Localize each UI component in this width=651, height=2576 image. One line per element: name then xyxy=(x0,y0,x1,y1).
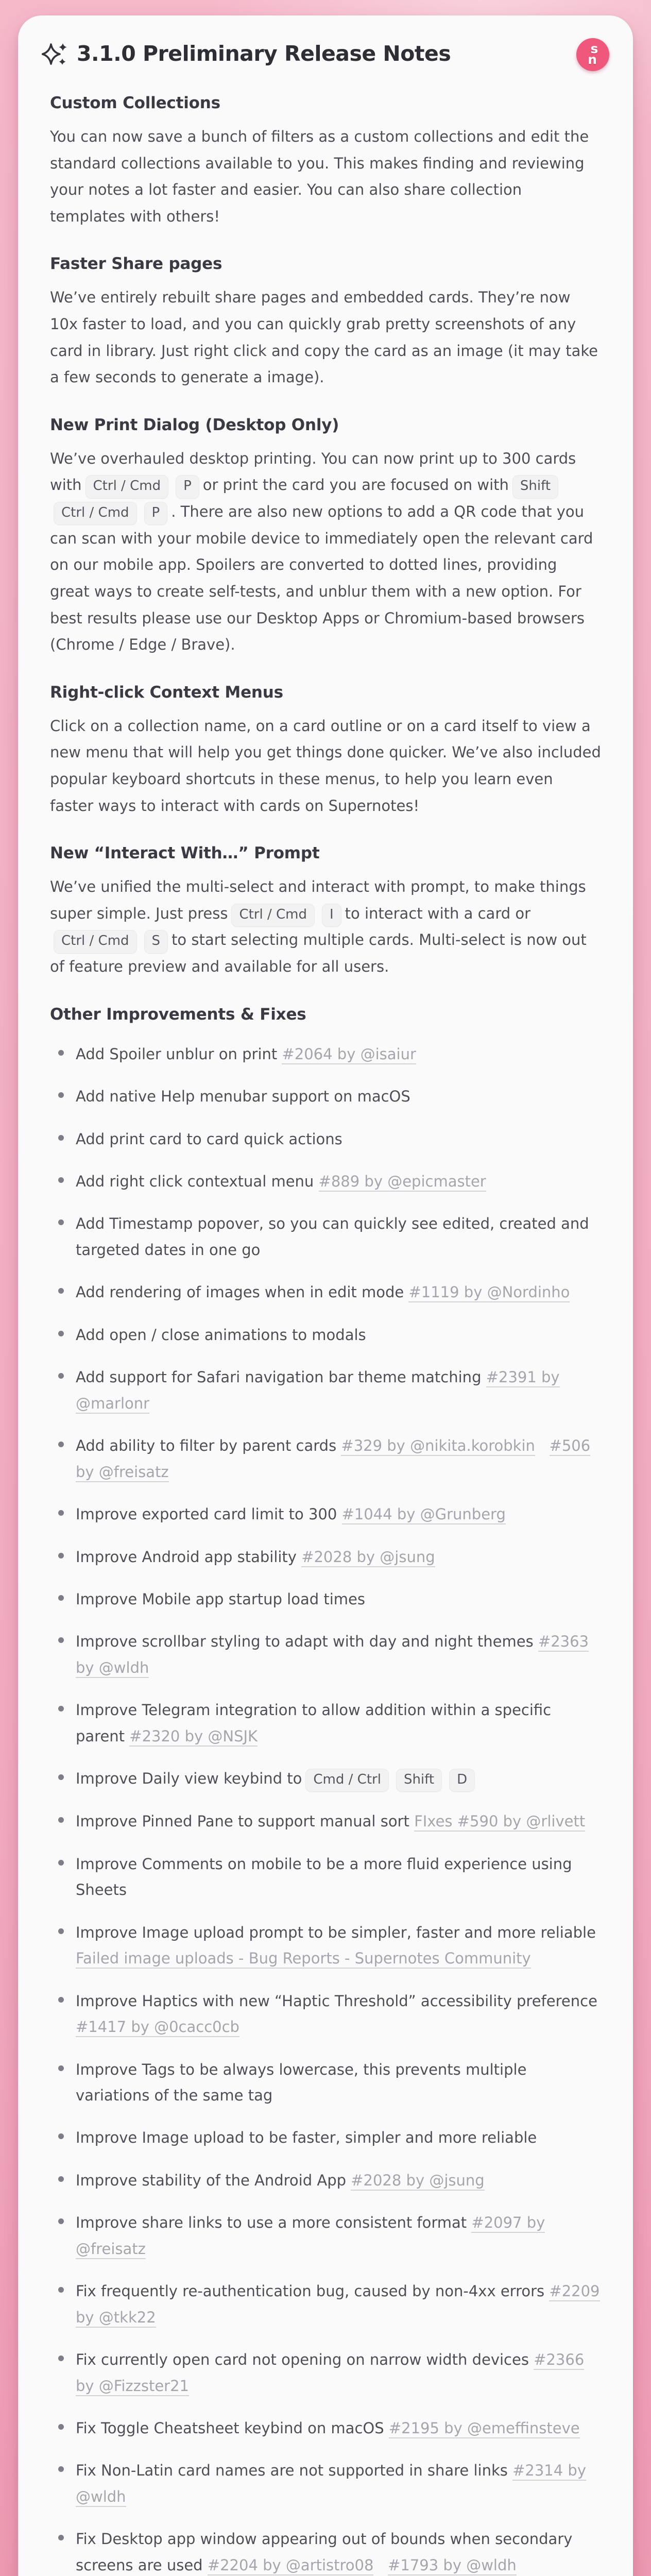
list-item xyxy=(50,1544,601,1570)
list-item xyxy=(50,1211,601,1263)
text-run: Improve Tags to be always lowercase, this prevents multiple variations of the same tag xyxy=(76,2060,527,2104)
list-item xyxy=(50,1920,601,1972)
text-run: Click on a collection name, on a card outline or on a card itself to view a new menu that will help you get things done quicker. We’ve also included popular keyboard shortcuts in these menus, to help you learn even faster ways to interact with cards on Supernotes! xyxy=(50,717,601,815)
issue-link[interactable]: #2064 by @isaiur xyxy=(282,1045,416,1064)
list-item xyxy=(50,1364,601,1416)
text-run: Improve Android app stability xyxy=(76,1548,302,1566)
text-run: Fix Non-Latin card names are not supported in share links xyxy=(76,2462,513,2480)
list-item xyxy=(50,1433,601,1485)
list-item xyxy=(50,2125,601,2150)
issue-link[interactable]: #2204 by @artistro08 xyxy=(208,2556,374,2575)
list-item xyxy=(50,1988,601,2040)
text-run: Improve share links to use a more consistent format xyxy=(76,2214,472,2232)
list-item xyxy=(50,1586,601,1612)
text-run: You can now save a bunch of filters as a custom collections and edit the standard collections available to you. This makes finding and reviewing your notes a lot faster and easier. You can also share collection templates with others! xyxy=(50,128,589,225)
list-item xyxy=(50,1766,601,1792)
text-run xyxy=(373,2556,388,2574)
kbd-key: I xyxy=(322,904,341,927)
issue-link[interactable]: #1119 by @Nordinho xyxy=(408,1283,570,1302)
text-run: Improve exported card limit to 300 xyxy=(76,1505,342,1523)
issue-link[interactable]: #2209 by @tkk22 xyxy=(76,2282,600,2327)
text-run: Improve Haptics with new “Haptic Threshold” accessibility preference xyxy=(76,1992,597,2010)
section-heading: Faster Share pages xyxy=(50,255,222,274)
section-heading: New Print Dialog (Desktop Only) xyxy=(50,415,339,434)
kbd-key: P xyxy=(144,502,168,525)
sections xyxy=(50,94,601,2576)
text-run: or print the card you are focused on with xyxy=(202,476,509,494)
card-header xyxy=(42,40,609,71)
section xyxy=(50,416,601,658)
issue-link[interactable]: #506 by @freisatz xyxy=(76,1437,590,1482)
text-run: Improve Telegram integration to allow addition within a specific parent xyxy=(76,1701,552,1745)
supernotes-logo: s xyxy=(590,41,598,56)
issue-link[interactable]: #2363 by @wldh xyxy=(76,1633,589,1677)
issue-link[interactable]: #329 by @nikita.korobkin xyxy=(341,1437,535,1456)
text-run: Improve Image upload prompt to be simpler, faster and more reliable xyxy=(76,1923,596,1941)
section xyxy=(50,844,601,980)
list-item xyxy=(50,1279,601,1305)
text-run: Add Timestamp popover, so you can quickly see edited, created and targeted dates in one go xyxy=(76,1215,589,1259)
release-notes-card xyxy=(18,15,633,2576)
text-run: Improve Comments on mobile to be a more fluid experience using Sheets xyxy=(76,1855,572,1899)
issue-link[interactable]: #2320 by @NSJK xyxy=(129,1727,258,1747)
issue-link[interactable]: #1793 by @wldh xyxy=(388,2556,517,2575)
list-item xyxy=(50,1168,601,1194)
issue-link[interactable]: #2391 by @marlonr xyxy=(76,1368,560,1413)
kbd-key: P xyxy=(176,475,199,498)
issue-link[interactable]: #2097 by @freisatz xyxy=(76,2214,545,2259)
text-run: Add open / close animations to modals xyxy=(76,1326,366,1344)
paragraph xyxy=(50,284,601,391)
section xyxy=(50,1005,601,2576)
text-run: Improve Mobile app startup load times xyxy=(76,1590,365,1608)
text-run: We’ve entirely rebuilt share pages and embedded cards. They’re now 10x faster to load, and you can quickly grab pretty screenshots of any card in library. Just right click and copy the card as an image (it may take a few seconds to generate a image). xyxy=(50,289,598,386)
paragraph xyxy=(50,874,601,980)
sparkles-icon xyxy=(42,41,68,68)
section xyxy=(50,255,601,391)
text-run: . There are also new options to add a QR code that you can scan with your mobile device to immediately open the relevant card on our mobile app. Spoilers are converted to dotted lines, providing great ways to create self-tests, and unblur them with a new option. For best results please use our Desktop Apps or Chromium-based browsers (Chrome / Edge / Brave). xyxy=(50,503,593,654)
issue-link[interactable]: Failed image uploads - Bug Reports - Supernotes Community xyxy=(76,1950,531,1969)
text-run: Improve scrollbar styling to adapt with day and night themes xyxy=(76,1633,538,1651)
avatar[interactable]: s n xyxy=(576,38,609,71)
list-item xyxy=(50,1041,601,1067)
list-item xyxy=(50,1322,601,1348)
text-run: Add print card to card quick actions xyxy=(76,1130,342,1148)
list-item xyxy=(50,2347,601,2399)
kbd-key: Ctrl / Cmd xyxy=(54,502,137,525)
issue-link[interactable]: #1044 by @Grunberg xyxy=(342,1505,506,1524)
list-item xyxy=(50,1126,601,1152)
list-item xyxy=(50,2278,601,2330)
section-heading: Custom Collections xyxy=(50,94,220,112)
text-run: Fix frequently re-authentication bug, caused by non-4xx errors xyxy=(76,2282,550,2300)
list-item xyxy=(50,1851,601,1903)
list-item xyxy=(50,2415,601,2441)
text-run: We’ve unified the multi-select and interact with prompt, to make things super simple. Just press xyxy=(50,878,586,922)
issue-link[interactable]: FIxes #590 by @rlivett xyxy=(414,1812,585,1832)
list-item xyxy=(50,2526,601,2576)
text-run: Improve stability of the Android App xyxy=(76,2171,351,2189)
section-heading: Other Improvements & Fixes xyxy=(50,1005,306,1024)
section xyxy=(50,94,601,230)
kbd-key: Cmd / Ctrl xyxy=(305,1769,389,1792)
text-run: Add native Help menubar support on macOS xyxy=(76,1088,410,1106)
list-item xyxy=(50,2458,601,2510)
text-run: Improve Daily view keybind to xyxy=(76,1770,302,1788)
list-item xyxy=(50,1808,601,1834)
text-run: Improve Pinned Pane to support manual sort xyxy=(76,1812,415,1831)
paragraph xyxy=(50,713,601,819)
section xyxy=(50,683,601,819)
issue-link[interactable]: #889 by @epicmaster xyxy=(319,1173,486,1192)
section-heading: New “Interact With…” Prompt xyxy=(50,844,320,863)
issue-link[interactable]: #2314 by @wldh xyxy=(76,2462,586,2506)
paragraph xyxy=(50,446,601,658)
kbd-key: Ctrl / Cmd xyxy=(231,904,315,927)
list-item xyxy=(50,1501,601,1527)
list-item xyxy=(50,1083,601,1109)
paragraph xyxy=(50,124,601,230)
list-item xyxy=(50,1629,601,1681)
text-run: Add rendering of images when in edit mode xyxy=(76,1283,409,1301)
issue-link[interactable]: #2028 by @jsung xyxy=(351,2172,484,2191)
text-run: Fix Desktop app window appearing out of bounds when secondary screens are used xyxy=(76,2530,573,2574)
text-run: We’ve overhauled desktop printing. You can now print up to 300 cards with xyxy=(50,449,576,494)
kbd-key: Ctrl / Cmd xyxy=(54,930,137,953)
text-run: Add right click contextual menu xyxy=(76,1172,319,1190)
kbd-key: Shift xyxy=(396,1769,442,1792)
list-item xyxy=(50,2167,601,2193)
list-item xyxy=(50,1697,601,1749)
text-run xyxy=(535,1437,550,1454)
text-run: Improve Image upload to be faster, simpler and more reliable xyxy=(76,2129,537,2147)
list-item xyxy=(50,2210,601,2262)
kbd-key: S xyxy=(144,930,168,953)
section-heading: Right-click Context Menus xyxy=(50,683,283,702)
text-run: Add ability to filter by parent cards xyxy=(76,1437,341,1455)
text-run: Add Spoiler unblur on print xyxy=(76,1045,282,1063)
issue-link[interactable]: #1417 by @0cacc0cb xyxy=(76,2018,239,2037)
issue-link[interactable]: #2195 by @emeffinsteve xyxy=(389,2419,580,2438)
title-group xyxy=(42,40,576,68)
text-run: to start selecting multiple cards. Multi-select is now out of feature preview and available for all users. xyxy=(50,931,587,976)
text-run: Fix Toggle Cheatsheet keybind on macOS xyxy=(76,2419,389,2437)
text-run: Fix currently open card not opening on narrow width devices xyxy=(76,2351,534,2369)
text-run: to interact with a card or xyxy=(345,904,531,922)
issue-link[interactable]: #2028 by @jsung xyxy=(301,1548,435,1567)
issue-link[interactable]: #2366 by @Fizzster21 xyxy=(76,2351,584,2396)
list-item xyxy=(50,2057,601,2109)
text-run: Add support for Safari navigation bar theme matching xyxy=(76,1368,486,1386)
kbd-key: Ctrl / Cmd xyxy=(85,475,169,498)
kbd-key: Shift xyxy=(512,475,558,498)
kbd-key: D xyxy=(449,1769,475,1792)
bullet-list xyxy=(50,1041,601,2576)
page-title: 3.1.0 Preliminary Release Notes xyxy=(77,41,451,66)
